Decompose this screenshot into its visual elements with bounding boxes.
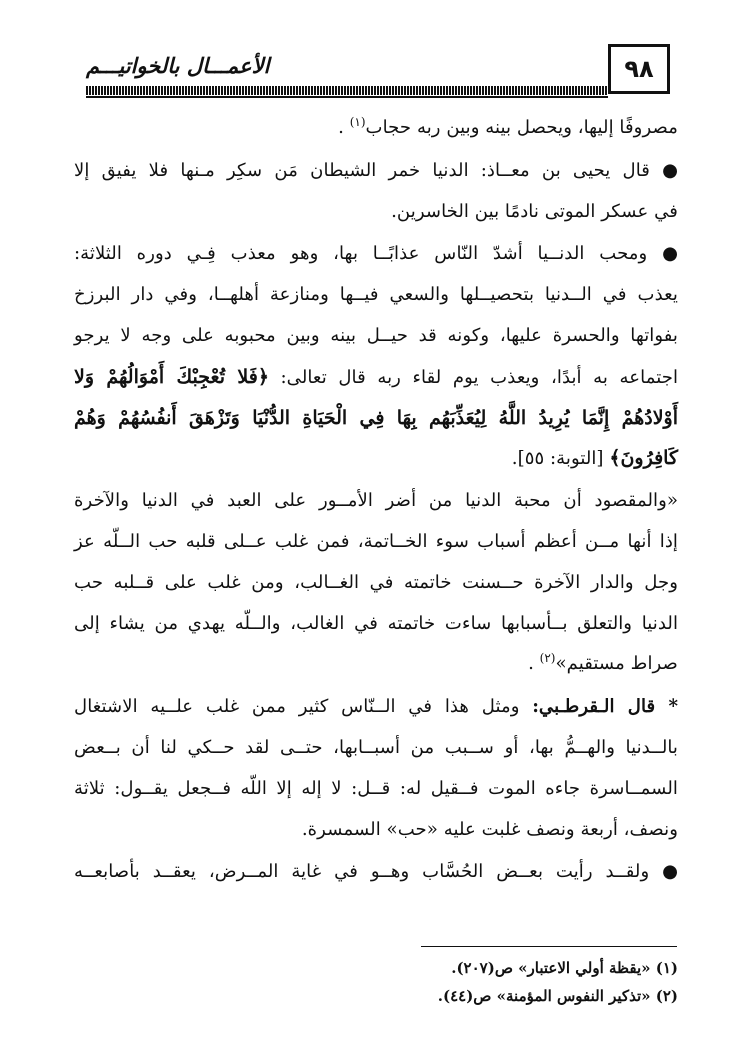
text-line: «والمقصود أن محبة الدنيا من أضر الأمــور على العبد في الدنيا والآخرة: [74, 490, 678, 512]
text-line: ● ولقــد رأيت بعــض الحُسَّاب وهــو في غاية المــرض، يعقــد بأصابعــه: [74, 861, 678, 883]
text-line: في عسكر الموتى نادمًا بين الخاسرين.: [391, 200, 678, 222]
text-line: وجل والدار الآخرة حــسنت خاتمته في الغــالب، ومن غلب على قــلبه حب: [74, 571, 678, 593]
quran-verse: ﴿فَلا تُعْجِبْكَ أَمْوَالُهُمْ وَلا: [74, 365, 269, 388]
text-line: الدنيا والتعلق بــأسبابها ساءت خاتمته في الغالب، والــلّه يهدي من يشاء إلى: [74, 612, 678, 634]
verse-reference: [التوبة: ٥٥].: [511, 448, 604, 470]
text-line: ● قال يحيى بن معــاذ: الدنيا خمر الشيطان مَن سكِر مـنها فلا يفيق إلا: [74, 159, 678, 181]
text-line: اجتماعه به أبدًا، ويعذب يوم لقاء ربه قال تعالى: ﴿فَلا تُعْجِبْكَ أَمْوَالُهُمْ وَلا: [74, 365, 678, 388]
text-line: بالــدنيا والهــمُّ بها، أو ســبب من أسبــابها، حتــى لقد حــكي لنا أن بــعض: [74, 736, 678, 758]
footnote-rule: [421, 946, 677, 947]
text-line: مصروفًا إليها، ويحصل بينه وبين ربه حجاب$^{(١)}$ .: [338, 114, 678, 138]
text-line: السمــاسرة جاءه الموت فــقيل له: قــل: لا إله إلا اللّه فــجعل يقــول: ثلاثة: [74, 777, 678, 799]
text-line: كَافِرُونَ﴾ [التوبة: ٥٥].: [511, 447, 678, 470]
text-line: ● ومحب الدنــيا أشدّ النّاس عذابًــا بها، وهو معذب فِـي دوره الثلاثة:: [74, 243, 678, 265]
footnote: (٢) «تذكير النفوس المؤمنة» ص(٤٤).: [437, 987, 678, 1005]
text-line: بفواتها والحسرة عليها، وكونه قد حيــل بينه وبين محبوبه على وجه لا يرجو: [74, 324, 678, 346]
page-number: ٩٨: [608, 44, 670, 94]
text-line: ونصف، أربعة ونصف غلبت عليه «حب» السمسرة.: [301, 818, 678, 840]
footnote: (١) «يقظة أولي الاعتبار» ص(٢٠٧).: [451, 959, 678, 977]
header-rule: [86, 86, 608, 95]
footnotes: [74, 954, 678, 1010]
quran-verse: أَوْلادُهُمْ إِنَّمَا يُرِيدُ اللَّهُ لِيُعَذِّبَهُم بِهَا فِي الْحَيَاةِ الدُّنْيَا وَتَزْهَقَ أَنفُسُهُمْ وَهُمْ: [74, 406, 678, 429]
body-text: [74, 108, 678, 893]
text-line: * قال الـقرطـبي: ومثل هذا في الــنّاس كثير ممن غلب علــيه الاشتغال: [74, 696, 678, 718]
text-line: يعذب في الــدنيا بتحصيــلها والسعي فيــها ومنازعة أهلهــا، وفي دار البرزخ: [74, 284, 678, 306]
author-label: * قال الـقرطـبي:: [532, 696, 678, 718]
text-line: إذا أنها مــن أعظم أسباب سوء الخــاتمة، فمن غلب عــلى قلبه حب الــلّه عز: [74, 530, 678, 552]
running-title: الأعمـــال بالخواتيـــم: [86, 54, 270, 78]
text-line: صراط مستقيم»$^{(٢)}$ .: [528, 651, 678, 675]
